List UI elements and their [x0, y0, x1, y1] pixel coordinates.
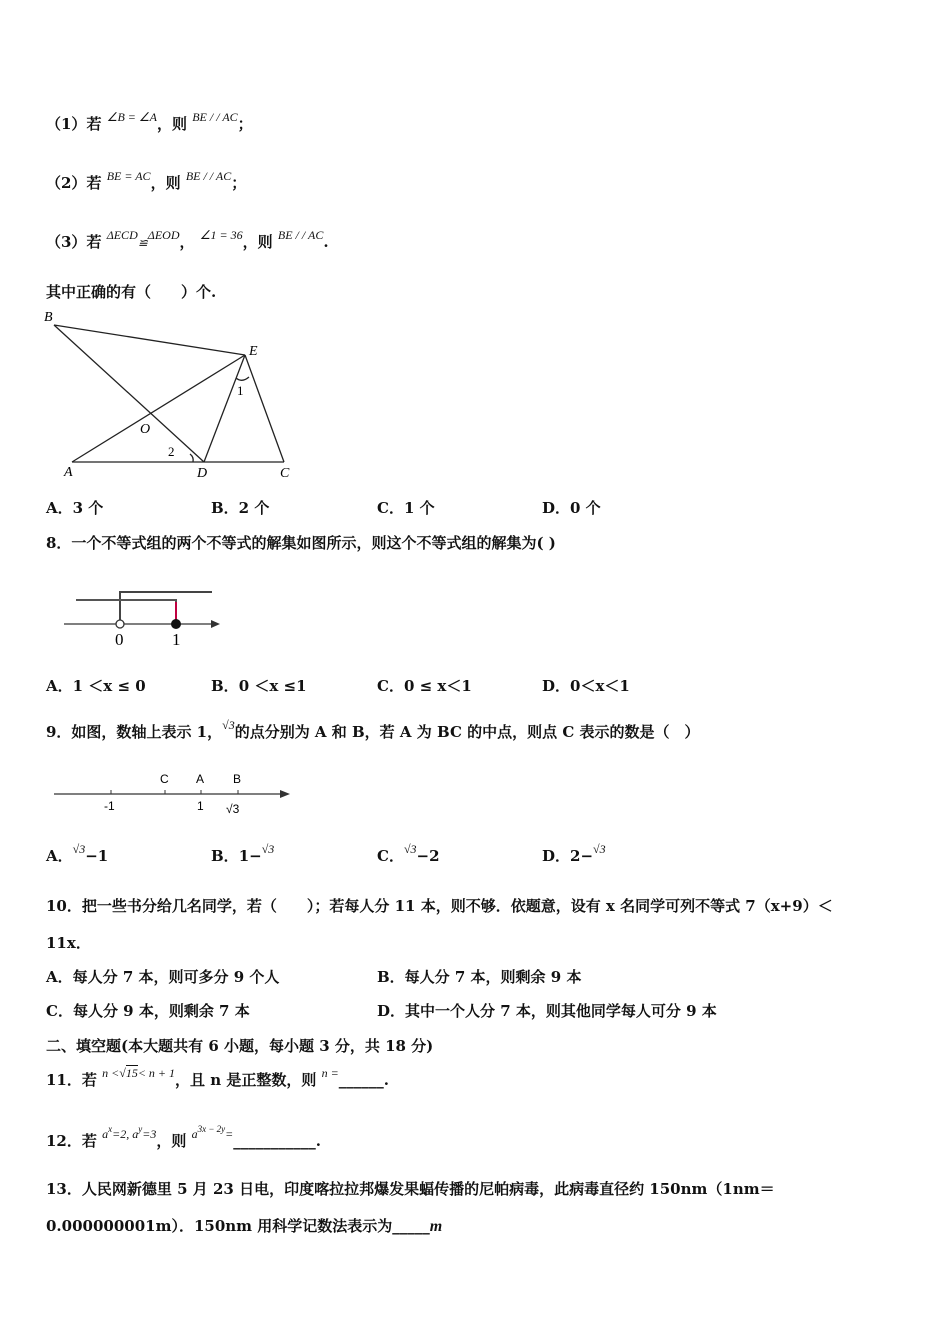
q9-number-line	[50, 767, 300, 819]
q9-label-B: B	[233, 772, 242, 786]
label-angle-2: 2	[168, 444, 175, 459]
q13-question-line1: 13．人民网新德里 5 月 23 日电，印度喀拉拉邦爆发果蝠传播的尼帕病毒，此病毒直径约 150nm（1nm＝	[46, 1180, 775, 1198]
q9-option-c[interactable]: C．$^{√3}$−2	[377, 842, 440, 865]
q7-option-b[interactable]: B．2 个	[211, 499, 270, 517]
q8-option-b[interactable]: B．0 ＜x ≤1	[211, 677, 307, 695]
label-D: D	[197, 466, 208, 481]
q9-label-neg1: -1	[104, 799, 115, 813]
q9-label-sqrt3: √3	[226, 802, 240, 816]
q8-option-d[interactable]: D．0＜x＜1	[542, 677, 630, 695]
q9-question: 9．如图，数轴上表示 1，$^{√3}$的点分别为 A 和 B，若 A 为 BC 的中点，则点 C 表示的数是（ ）	[46, 718, 700, 741]
q11-question: 11．若 $^{n <√15< n + 1}$，且 n 是正整数，则 $^{n =}$______.	[46, 1066, 389, 1089]
q7-s2-condition: BE = AC	[106, 169, 151, 183]
label-O: O	[140, 422, 151, 437]
q11-answer-blank[interactable]: ______.	[338, 1071, 389, 1089]
q11-radicand: 15	[125, 1066, 138, 1080]
q9-sqrt3: √3	[222, 718, 235, 732]
q7-s1-result: BE / / AC	[192, 110, 238, 124]
label-angle-1: 1	[237, 383, 244, 398]
q7-s3-angle: ∠1 = 36	[199, 228, 243, 242]
q9-option-b[interactable]: B．1−$^{√3}$	[211, 842, 275, 865]
q10-question-line2: 11x．	[46, 934, 91, 952]
section-2-heading: 二、填空题(本大题共有 6 小题，每小题 3 分，共 18 分)	[46, 1037, 434, 1055]
q7-option-c[interactable]: C．1 个	[377, 499, 435, 517]
q9-label-A: A	[196, 772, 205, 786]
q7-geometry-figure	[40, 305, 300, 485]
q10-option-a[interactable]: A．每人分 7 本，则可多分 9 个人	[46, 968, 280, 986]
q7-option-a[interactable]: A．3 个	[46, 499, 104, 517]
q9-label-1: 1	[197, 799, 204, 813]
q12-answer-blank[interactable]: ___________.	[233, 1132, 321, 1150]
q10-option-d[interactable]: D．其中一个人分 7 本，则其他同学每人可分 9 本	[377, 1002, 717, 1020]
q7-statement-2: （2）若 $^{BE = AC}$，则 $^{BE / / AC}$；	[46, 169, 247, 192]
q7-question: 其中正确的有（ ）个.	[46, 283, 217, 301]
q8-label-1: 1	[172, 630, 181, 649]
q10-option-c[interactable]: C．每人分 9 本，则剩余 7 本	[46, 1002, 250, 1020]
label-C: C	[280, 466, 290, 481]
q7-statement-3: （3）若 $^{\Delta ECD}$≌$^{\Delta EOD}$， $^{\angle 1 = 36}$，则 $^{BE / / AC}$.	[46, 228, 329, 251]
label-B: B	[44, 310, 53, 325]
q9-option-d[interactable]: D．2−$^{√3}$	[542, 842, 606, 865]
q8-number-line	[58, 582, 228, 652]
label-A: A	[64, 465, 73, 480]
q8-label-0: 0	[115, 630, 124, 649]
q12-question: 12．若 $^{ax=2, ay=3}$，则 $^{a3x - 2y=}$___________.	[46, 1124, 321, 1150]
q8-option-a[interactable]: A．1 ＜x ≤ 0	[46, 677, 146, 695]
q8-question: 8．一个不等式组的两个不等式的解集如图所示，则这个不等式组的解集为( )	[46, 534, 556, 552]
q9-label-C: C	[160, 772, 169, 786]
q13-answer-blank[interactable]: _____	[392, 1217, 430, 1235]
q7-s2-result: BE / / AC	[185, 169, 232, 183]
q8-option-c[interactable]: C．0 ≤ x＜1	[377, 677, 472, 695]
q7-statement-1: （1）若 $^{\angle B = \angle A}$，则 $^{BE / / AC}$；	[46, 110, 253, 133]
q13-question-line2: 0.000000001m）．150nm 用科学记数法表示为_____m	[46, 1217, 443, 1235]
label-E: E	[249, 344, 258, 359]
q7-s1-condition: ∠B = ∠A	[106, 110, 157, 124]
q10-question-line1: 10．把一些书分给几名同学，若（ ）；若每人分 11 本，则不够．依题意，设有 x 名同学可列不等式 7（x+9）＜	[46, 897, 833, 915]
q7-option-d[interactable]: D．0 个	[542, 499, 601, 517]
q10-option-b[interactable]: B．每人分 7 本，则剩余 9 本	[377, 968, 582, 986]
q9-option-a[interactable]: A．$^{√3}$−1	[46, 842, 109, 865]
